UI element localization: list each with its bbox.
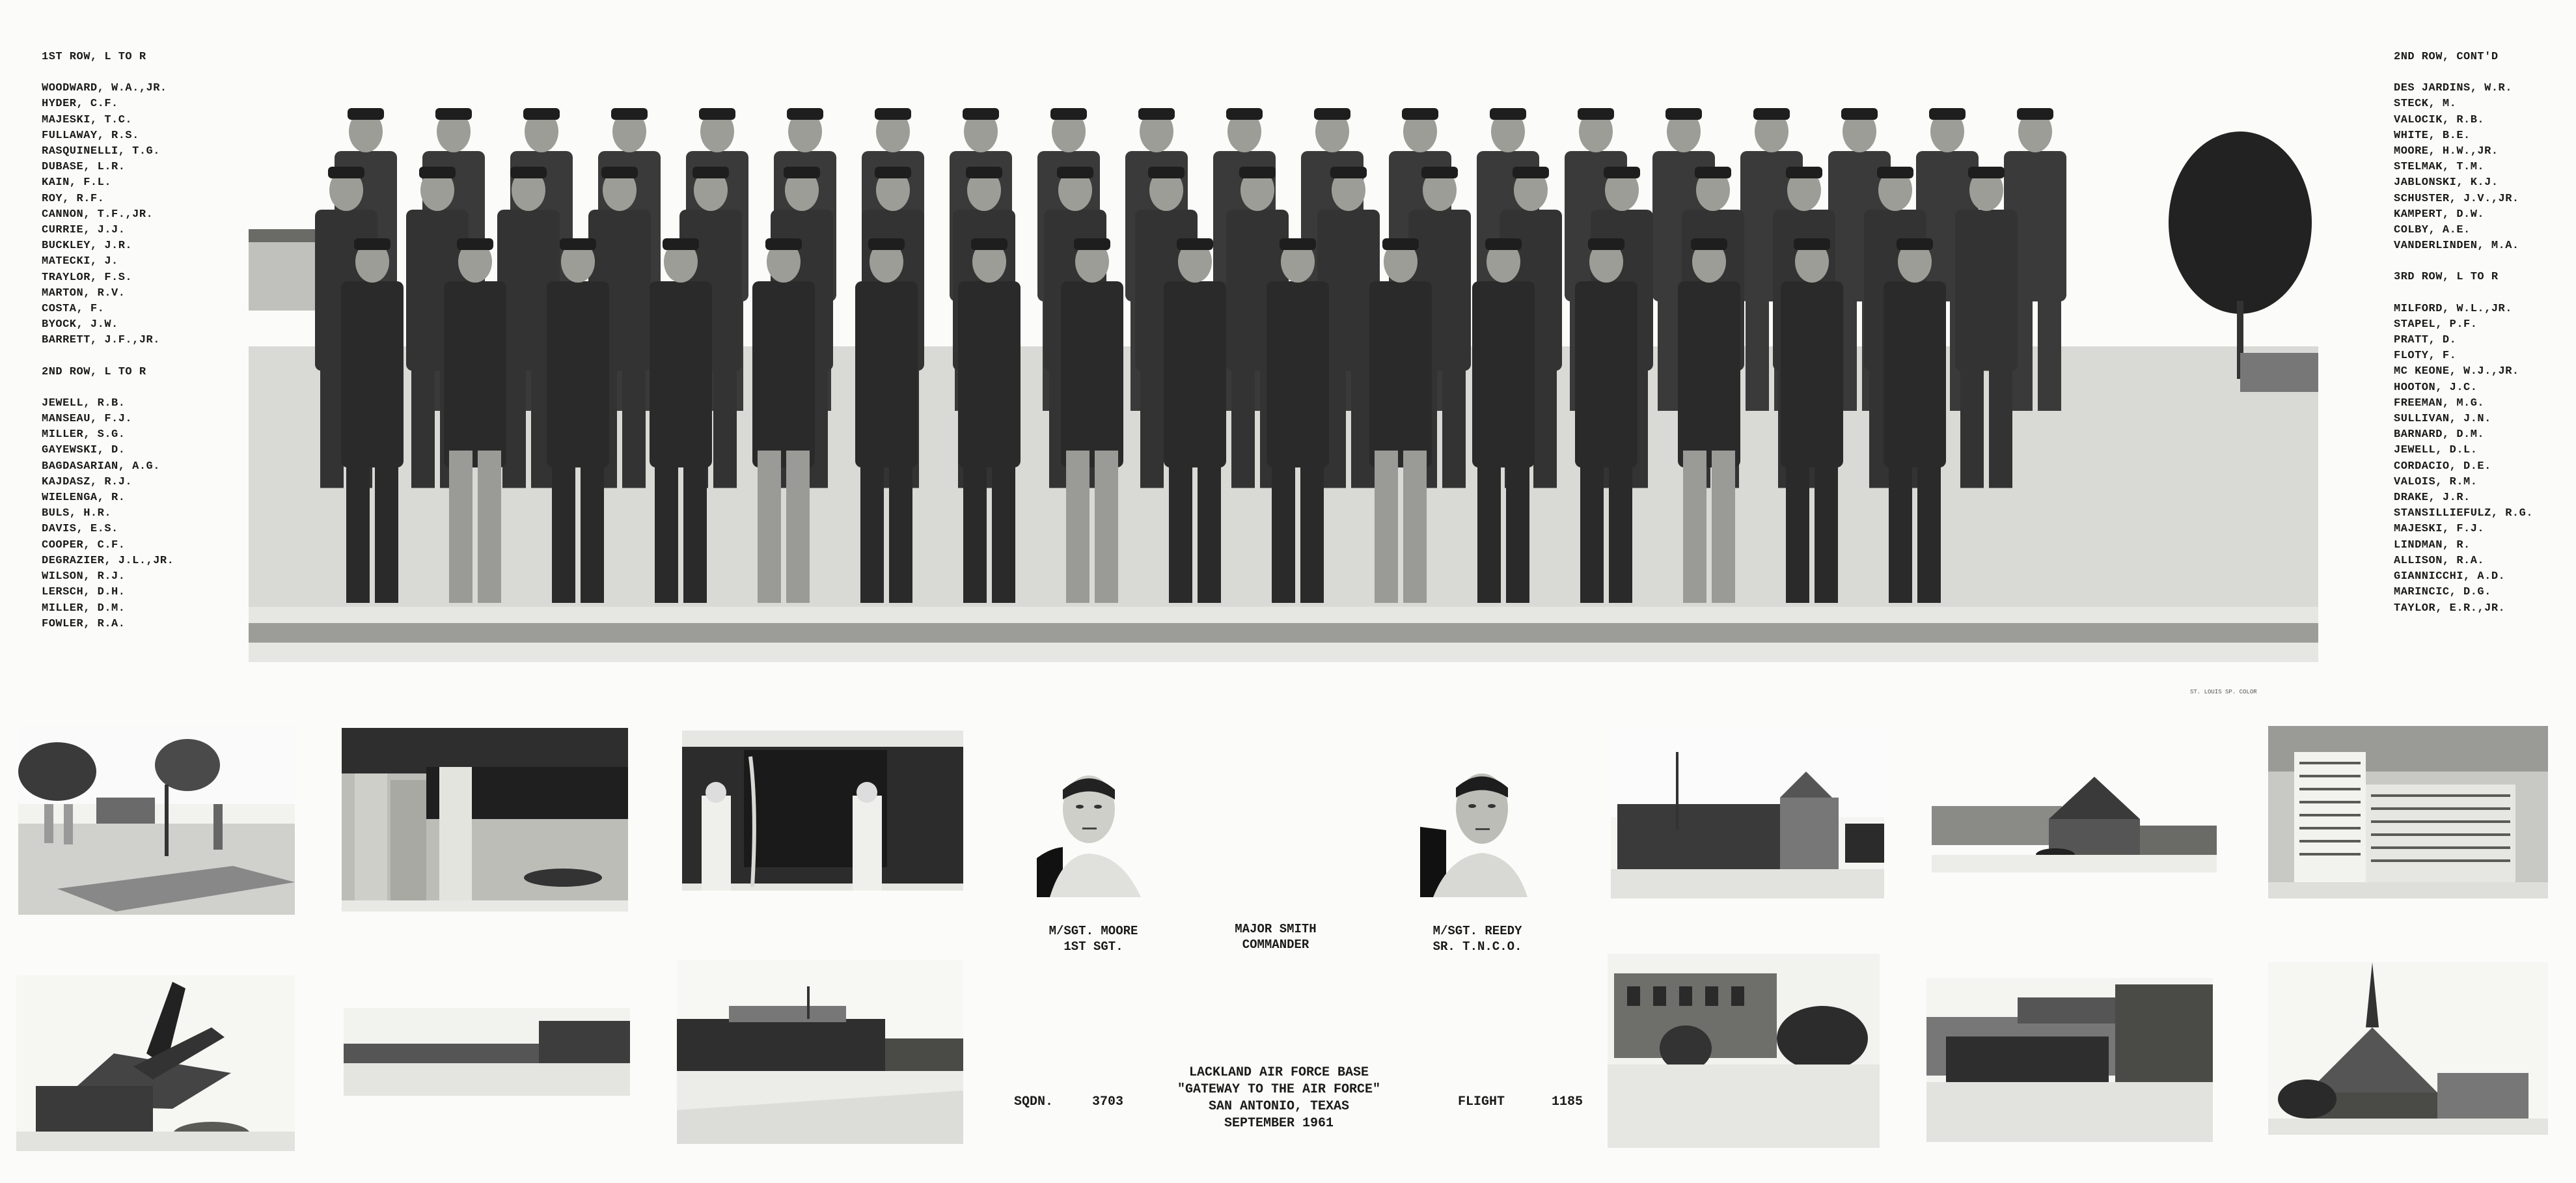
chapel-building-photo <box>1932 728 2217 872</box>
roster-name: MAJESKI, T.C. <box>42 113 133 126</box>
staff-right-title: SR. T.N.C.O. <box>1432 939 1522 954</box>
roster-name: GAYEWSKI, D. <box>42 444 126 457</box>
staff-left-title: 1ST SGT. <box>1063 939 1123 954</box>
roster-name: MILFORD, W.L.,JR. <box>2394 302 2512 315</box>
squadron-number: 3703 <box>1092 1094 1124 1109</box>
roster-name: CORDACIO, D.E. <box>2394 460 2491 473</box>
roster-name: LERSCH, D.H. <box>42 586 126 599</box>
group-formation-photo <box>249 73 2318 662</box>
roster-name: ALLISON, R.A. <box>2394 554 2485 567</box>
row2-contd-names <box>2394 81 2533 254</box>
flight-label: FLIGHT <box>1458 1094 1505 1109</box>
roster-name: DUBASE, L.R. <box>42 161 126 174</box>
roster-name: VALOCIK, R.B. <box>2394 113 2485 126</box>
roster-name: MAJESKI, F.J. <box>2394 523 2485 536</box>
roster-name: GIANNICCHI, A.D. <box>2394 570 2506 583</box>
roster-name: MC KEONE, W.J.,JR. <box>2394 365 2519 378</box>
supply-issue-photo <box>682 731 963 891</box>
hospital-tower-photo <box>2268 726 2548 898</box>
roster-name: FREEMAN, M.G. <box>2394 397 2485 410</box>
base-building-photo <box>1611 726 1884 898</box>
roster-name: RASQUINELLI, T.G. <box>42 145 160 158</box>
roster-name: JEWELL, D.L. <box>2394 444 2478 457</box>
staff-center-title: COMMANDER <box>1242 938 1309 952</box>
base-name: LACKLAND AIR FORCE BASE <box>1188 1065 1369 1080</box>
roster-right <box>2394 49 2533 617</box>
roster-name: SCHUSTER, J.V.,JR. <box>2394 192 2519 205</box>
roster-name: TRAYLOR, F.S. <box>42 271 133 284</box>
roster-name: DRAKE, J.R. <box>2394 492 2471 505</box>
roster-left <box>42 49 174 632</box>
roster-name: WIELENGA, R. <box>42 492 126 505</box>
headquarters-photo <box>1608 954 1880 1148</box>
row3-heading: 3RD ROW, L TO R <box>2394 271 2499 284</box>
staff-left-caption <box>1035 923 1152 954</box>
roster-name: BAGDASARIAN, A.G. <box>42 460 160 473</box>
roster-name: JABLONSKI, K.J. <box>2394 176 2499 189</box>
roster-name: PRATT, D. <box>2394 334 2457 347</box>
roster-name: MILLER, D.M. <box>42 602 126 615</box>
staff-right-caption <box>1419 923 1536 954</box>
aircraft-display-photo <box>16 975 295 1151</box>
roster-name: COLBY, A.E. <box>2394 224 2471 237</box>
roster-name: JEWELL, R.B. <box>42 397 126 410</box>
roster-name: BARNARD, D.M. <box>2394 428 2485 441</box>
flight-number: 1185 <box>1552 1094 1583 1109</box>
base-location: SAN ANTONIO, TEXAS <box>1208 1099 1350 1114</box>
roster-name: HOOTON, J.C. <box>2394 381 2478 394</box>
roster-name: CANNON, T.F.,JR. <box>42 208 154 221</box>
roster-name: STELMAK, T.M. <box>2394 161 2485 174</box>
roster-name: WOODWARD, W.A.,JR. <box>42 82 167 95</box>
roster-name: BYOCK, J.W. <box>42 318 118 331</box>
roster-name: CURRIE, J.J. <box>42 224 126 237</box>
staff-center-caption <box>1217 921 1334 953</box>
roster-name: ROY, R.F. <box>42 192 105 205</box>
row2-names <box>42 396 174 632</box>
roster-name: TAYLOR, E.R.,JR. <box>2394 602 2506 615</box>
roster-name: SULLIVAN, J.N. <box>2394 413 2491 426</box>
squadron-label: SQDN. <box>1014 1094 1054 1109</box>
roster-name: WHITE, B.E. <box>2394 129 2471 142</box>
roster-name: MATECKI, J. <box>42 255 118 268</box>
roster-name: MILLER, S.G. <box>42 428 126 441</box>
photo-credit-note: ST. LOUIS SP. COLOR <box>2190 689 2257 695</box>
row3-names <box>2394 301 2533 617</box>
roster-name: VANDERLINDEN, M.A. <box>2394 240 2519 253</box>
photo-date: SEPTEMBER 1961 <box>1224 1116 1334 1131</box>
roster-name: KAJDASZ, R.J. <box>42 475 133 488</box>
roster-name: DEGRAZIER, J.L.,JR. <box>42 554 174 567</box>
roster-name: COOPER, C.F. <box>42 538 126 551</box>
base-chapel-photo <box>2268 962 2548 1135</box>
row1-heading: 1ST ROW, L TO R <box>42 51 146 63</box>
portrait-reedy-photo <box>1420 768 1531 897</box>
flight-info <box>1458 1094 1583 1111</box>
roster-name: LINDMAN, R. <box>2394 538 2471 551</box>
service-club-photo <box>1926 978 2213 1142</box>
row1-names <box>42 81 174 348</box>
roster-name: HYDER, C.F. <box>42 98 118 111</box>
roster-name: BULS, H.R. <box>42 507 112 520</box>
portrait-moore-photo <box>1037 770 1147 897</box>
roster-name: KAMPERT, D.W. <box>2394 208 2485 221</box>
hangar-photo <box>344 1008 630 1096</box>
roster-name: KAIN, F.L. <box>42 176 112 189</box>
staff-center-name: MAJOR SMITH <box>1235 922 1317 936</box>
row2-heading: 2ND ROW, L TO R <box>42 365 146 378</box>
parade-field-photo <box>18 726 295 915</box>
roster-name: FOWLER, R.A. <box>42 617 126 630</box>
roster-name: DAVIS, E.S. <box>42 523 118 536</box>
roster-name: BARRETT, J.F.,JR. <box>42 334 160 347</box>
roster-name: MANSEAU, F.J. <box>42 413 133 426</box>
roster-name: WILSON, R.J. <box>42 570 126 583</box>
exchange-building-photo <box>677 960 963 1144</box>
staff-right-name: M/SGT. REEDY <box>1432 924 1522 938</box>
roster-name: FLOTY, F. <box>2394 350 2457 363</box>
roster-name: VALOIS, R.M. <box>2394 475 2478 488</box>
roster-name: MARINCIC, D.G. <box>2394 586 2491 599</box>
roster-name: MOORE, H.W.,JR. <box>2394 145 2499 158</box>
roster-name: STAPEL, P.F. <box>2394 318 2478 331</box>
base-motto: "GATEWAY TO THE AIR FORCE" <box>1177 1082 1381 1097</box>
processing-line-photo <box>342 728 628 912</box>
roster-name: STANSILLIEFULZ, R.G. <box>2394 507 2534 520</box>
roster-name: MARTON, R.V. <box>42 286 126 299</box>
roster-name: FULLAWAY, R.S. <box>42 129 139 142</box>
squadron-info <box>1014 1094 1123 1111</box>
base-block <box>1149 1065 1409 1132</box>
row2-contd-heading: 2ND ROW, CONT'D <box>2394 51 2499 63</box>
roster-name: STECK, M. <box>2394 98 2457 111</box>
roster-name: DES JARDINS, W.R. <box>2394 82 2512 95</box>
roster-name: BUCKLEY, J.R. <box>42 240 133 253</box>
roster-name: COSTA, F. <box>42 303 105 316</box>
staff-left-name: M/SGT. MOORE <box>1048 924 1138 938</box>
